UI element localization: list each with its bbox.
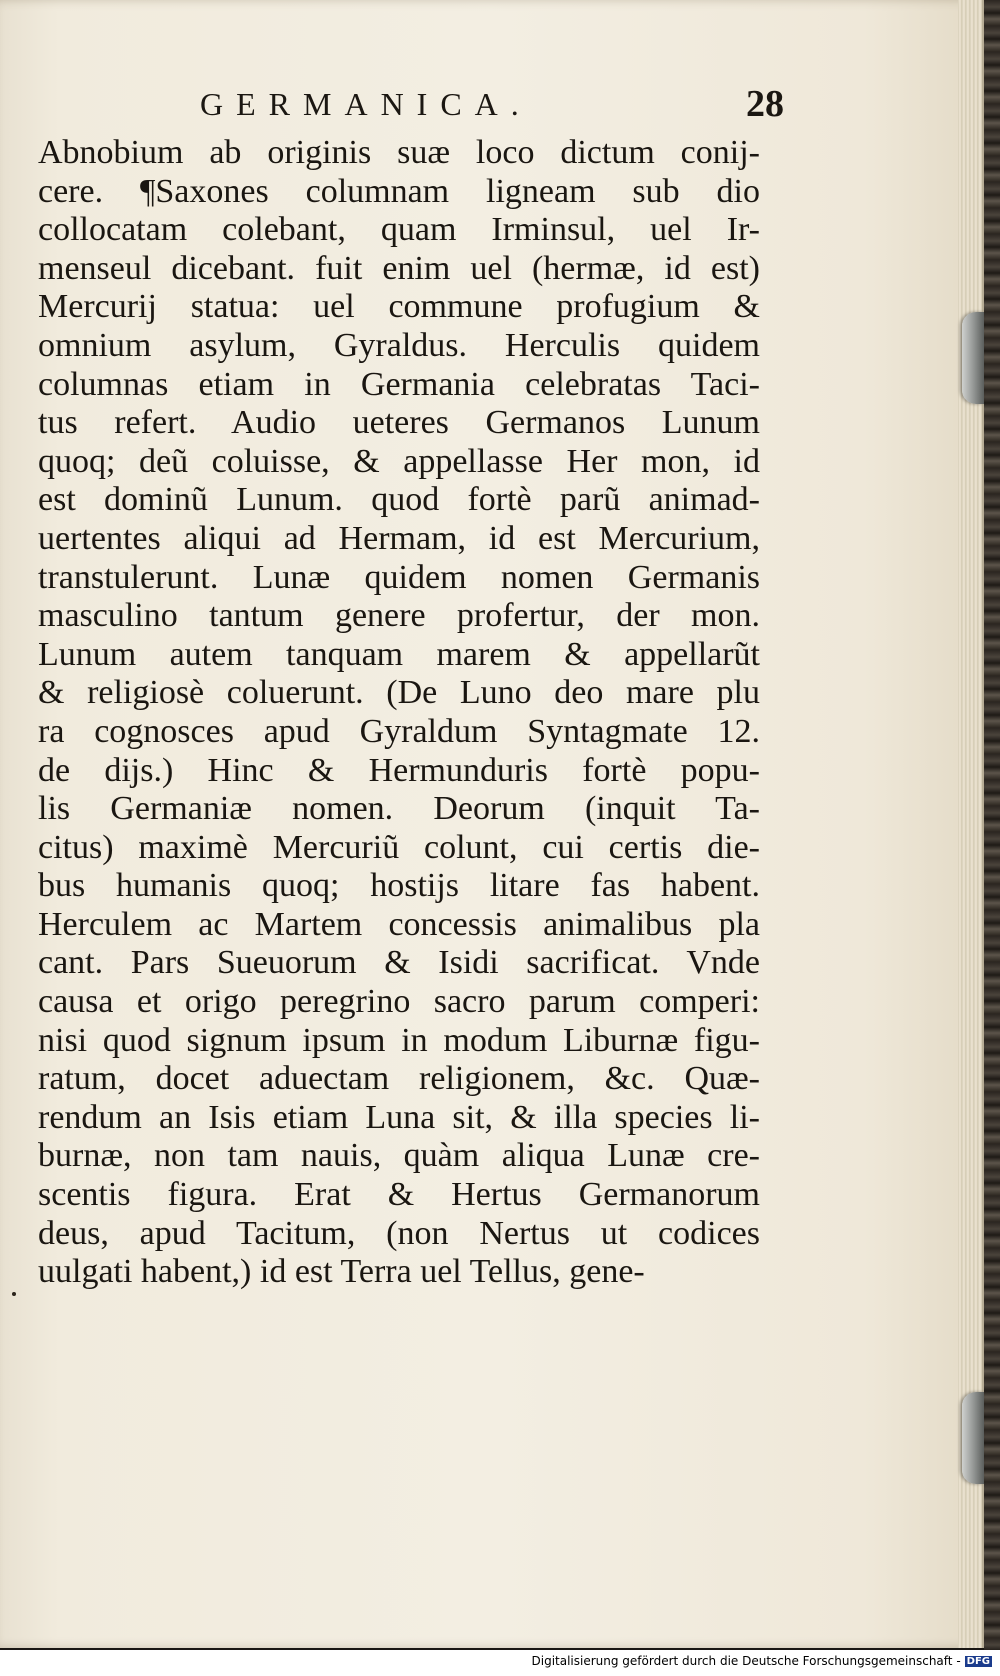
- clasp-tab-lower: [962, 1392, 984, 1484]
- body-text: [38, 134, 760, 1292]
- binding-spine: [984, 0, 1000, 1650]
- text-line: tus refert. Audio ueteres Germanos Lunum: [38, 404, 760, 442]
- text-line: citus) maximè Mercuriũ colunt, cui certis die-: [38, 828, 760, 866]
- text-line: uertentes aliqui ad Hermam, id est Mercurium,: [38, 519, 760, 557]
- clasp-tab-upper: [962, 312, 984, 404]
- text-line: est dominũ Lunum. quod fortè parũ animad-: [38, 481, 760, 519]
- text-line: cere. ¶Saxones columnam ligneam sub dio: [38, 172, 760, 210]
- page-number: 28: [746, 83, 784, 125]
- text-line: causa et origo peregrino sacro parum comperi:: [38, 983, 760, 1021]
- text-line: rendum an Isis etiam Luna sit, & illa species li-: [38, 1098, 760, 1136]
- text-line: burnæ, non tam nauis, quàm aliqua Lunæ cre-: [38, 1137, 760, 1175]
- text-line: omnium asylum, Gyraldus. Herculis quidem: [38, 326, 760, 364]
- text-line: transtulerunt. Lunæ quidem nomen Germanis: [38, 558, 760, 596]
- running-head: GERMANICA.: [200, 86, 532, 122]
- text-line: masculino tantum genere profertur, der mon.: [38, 597, 760, 635]
- text-line: Herculem ac Martem concessis animalibus pla: [38, 905, 760, 943]
- margin-mark: [12, 1292, 16, 1296]
- text-line: collocatam colebant, quam Irminsul, uel Ir-: [38, 211, 760, 249]
- credit-text: Digitalisierung gefördert durch die Deutsche Forschungsgemeinschaft -: [531, 1654, 961, 1668]
- text-line: columnas etiam in Germania celebratas Taci-: [38, 365, 760, 403]
- text-line: & religiosè coluerunt. (De Luno deo mare plu: [38, 674, 760, 712]
- text-line: nisi quod signum ipsum in modum Liburnæ figu-: [38, 1021, 760, 1059]
- text-line: ratum, docet aduectam religionem, &c. Quæ-: [38, 1060, 760, 1098]
- text-line: menseul dicebant. fuit enim uel (hermæ, id est): [38, 249, 760, 287]
- text-line: Mercurij statua: uel commune profugium &: [38, 288, 760, 326]
- text-line: Abnobium ab originis suæ loco dictum conij-: [38, 134, 760, 171]
- digitization-credit: [532, 1654, 993, 1668]
- text-line: cant. Pars Sueuorum & Isidi sacrificat. Vnde: [38, 944, 760, 982]
- text-line: Lunum autem tanquam marem & appellarũt: [38, 635, 760, 673]
- text-line: lis Germaniæ nomen. Deorum (inquit Ta-: [38, 790, 760, 828]
- text-line: bus humanis quoq; hostijs litare fas habent.: [38, 867, 760, 905]
- text-line: scentis figura. Erat & Hertus Germanorum: [38, 1176, 760, 1214]
- text-line: deus, apud Tacitum, (non Nertus ut codices: [38, 1214, 760, 1252]
- text-line: quoq; deũ coluisse, & appellasse Her mon, id: [38, 442, 760, 480]
- text-line: uulgati habent,) id est Terra uel Tellus, gene-: [38, 1253, 645, 1291]
- text-line: ra cognosces apud Gyraldum Syntagmate 12.: [38, 712, 760, 750]
- text-line: de dijs.) Hinc & Hermunduris fortè popu-: [38, 751, 760, 789]
- dfg-logo: DFG: [966, 1656, 990, 1667]
